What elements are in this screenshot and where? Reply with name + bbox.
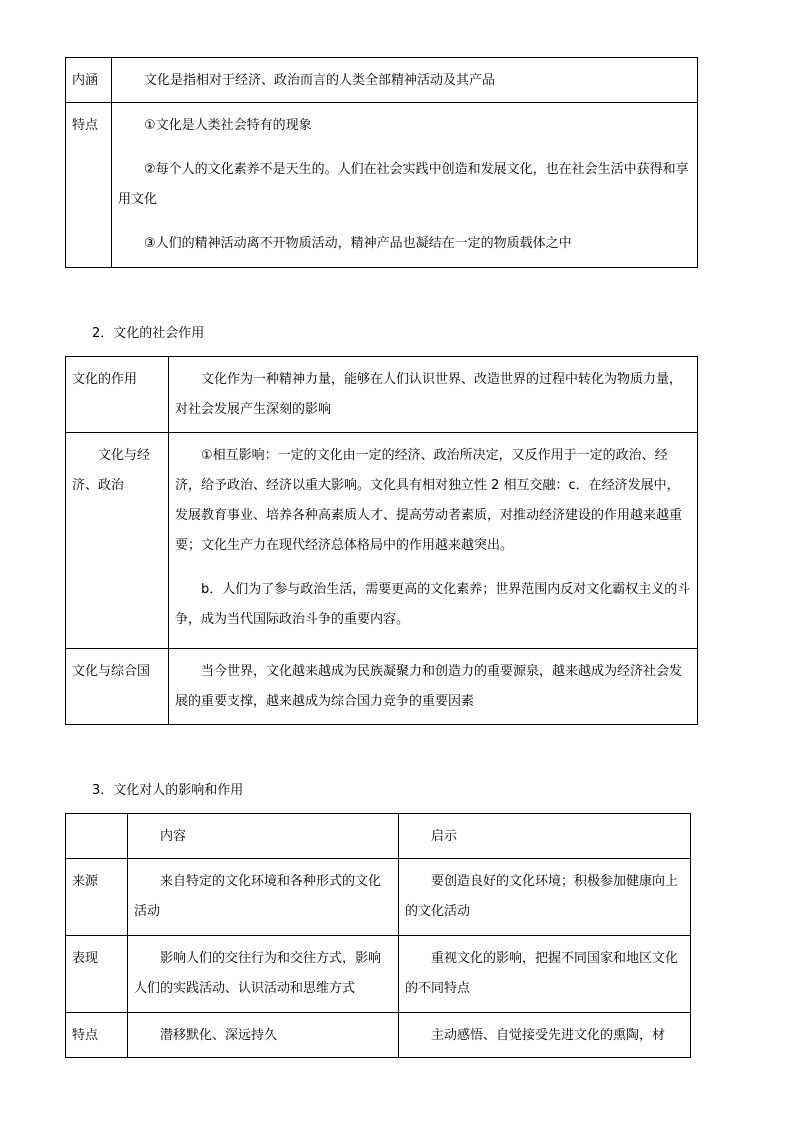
paragraph: 文化作为一种精神力量，能够在人们认识世界、改造世界的过程中转化为物质力量，对社会发展产生深刻的影响 xyxy=(175,372,683,417)
table-row xyxy=(66,103,698,268)
paragraph: 重视文化的影响，把握不同国家和地区文化的不同特点 xyxy=(405,951,679,996)
culture-definition-table xyxy=(65,57,698,268)
row-label-cell xyxy=(66,936,128,1013)
column-header xyxy=(66,814,127,828)
content-cell xyxy=(128,1013,399,1058)
table-row xyxy=(66,859,691,936)
row-label-cell xyxy=(66,433,169,649)
row-content-cell xyxy=(112,58,698,103)
table-row xyxy=(66,649,698,725)
table-header-row xyxy=(66,814,691,859)
section-heading: 2．文化的社会作用 xyxy=(92,326,205,341)
insight-cell xyxy=(399,859,691,936)
table-row xyxy=(66,58,698,103)
paragraph: 当今世界，文化越来越成为民族凝聚力和创造力的重要源泉，越来越成为经济社会发展的重要支撑，越来越成为综合国力竞争的重要因素 xyxy=(175,664,683,709)
row-content-cell xyxy=(169,649,698,725)
row-label: 文化与综合国 xyxy=(72,664,151,679)
paragraph: ①相互影响：一定的文化由一定的经济、政治所决定，又反作用于一定的政治、经济，给予政治、经济以重大影响。文化具有相对独立性 2 相互交融：c．在经济发展中，发展教育事业、培养各种高素质人才、提高劳动者素质，对推动经济建设的作用越来越重要；文化生产力在现代经济总体格局中的作用越来越突出。 xyxy=(175,448,683,553)
row-label: 文化的作用 xyxy=(72,372,138,387)
row-content-cell xyxy=(169,357,698,433)
row-label: 文化与经济、政治 xyxy=(72,448,151,493)
header-cell xyxy=(128,814,399,859)
paragraph: 主动感悟、自觉接受先进文化的熏陶，材 xyxy=(431,1028,666,1043)
row-label-cell xyxy=(66,58,112,103)
culture-social-role-table xyxy=(65,356,698,725)
row-label-cell xyxy=(66,649,169,725)
column-header: 启示 xyxy=(431,829,458,844)
row-label: 特点 xyxy=(72,118,99,133)
content-cell xyxy=(128,859,399,936)
row-label: 内涵 xyxy=(72,73,99,88)
table-row xyxy=(66,433,698,649)
paragraph: ①文化是人类社会特有的现象 xyxy=(144,118,312,133)
content-cell xyxy=(128,936,399,1013)
row-label: 表现 xyxy=(72,951,99,966)
paragraph: 潜移默化、深远持久 xyxy=(160,1028,278,1043)
header-cell xyxy=(66,814,128,859)
row-label: 来源 xyxy=(72,874,99,889)
row-label-cell xyxy=(66,103,112,268)
header-cell xyxy=(399,814,691,859)
paragraph: 来自特定的文化环境和各种形式的文化活动 xyxy=(134,874,382,919)
section-heading: 3．文化对人的影响和作用 xyxy=(92,783,244,798)
table-row xyxy=(66,936,691,1013)
paragraph: ②每个人的文化素养不是天生的。人们在社会实践中创造和发展文化，也在社会生活中获得和享用文化 xyxy=(118,162,689,207)
paragraph: 影响人们的交往行为和交往方式，影响人们的实践活动、认识活动和思维方式 xyxy=(134,951,382,996)
paragraph: ③人们的精神活动离不开物质活动，精神产品也凝结在一定的物质载体之中 xyxy=(144,236,572,251)
table-row xyxy=(66,1013,691,1058)
table-row xyxy=(66,357,698,433)
row-content-cell xyxy=(112,103,698,268)
paragraph: 要创造良好的文化环境；积极参加健康向上的文化活动 xyxy=(405,874,679,919)
paragraph: b．人们为了参与政治生活，需要更高的文化素养；世界范围内反对文化霸权主义的斗争，成为当代国际政治斗争的重要内容。 xyxy=(175,582,691,627)
row-label: 特点 xyxy=(72,1028,99,1043)
insight-cell xyxy=(399,1013,691,1058)
row-label-cell xyxy=(66,1013,128,1058)
paragraph: 文化是指相对于经济、政治而言的人类全部精神活动及其产品 xyxy=(144,73,496,88)
row-content-cell xyxy=(169,433,698,649)
insight-cell xyxy=(399,936,691,1013)
row-label-cell xyxy=(66,859,128,936)
row-label-cell xyxy=(66,357,169,433)
column-header: 内容 xyxy=(160,829,187,844)
culture-influence-table xyxy=(65,813,691,1058)
